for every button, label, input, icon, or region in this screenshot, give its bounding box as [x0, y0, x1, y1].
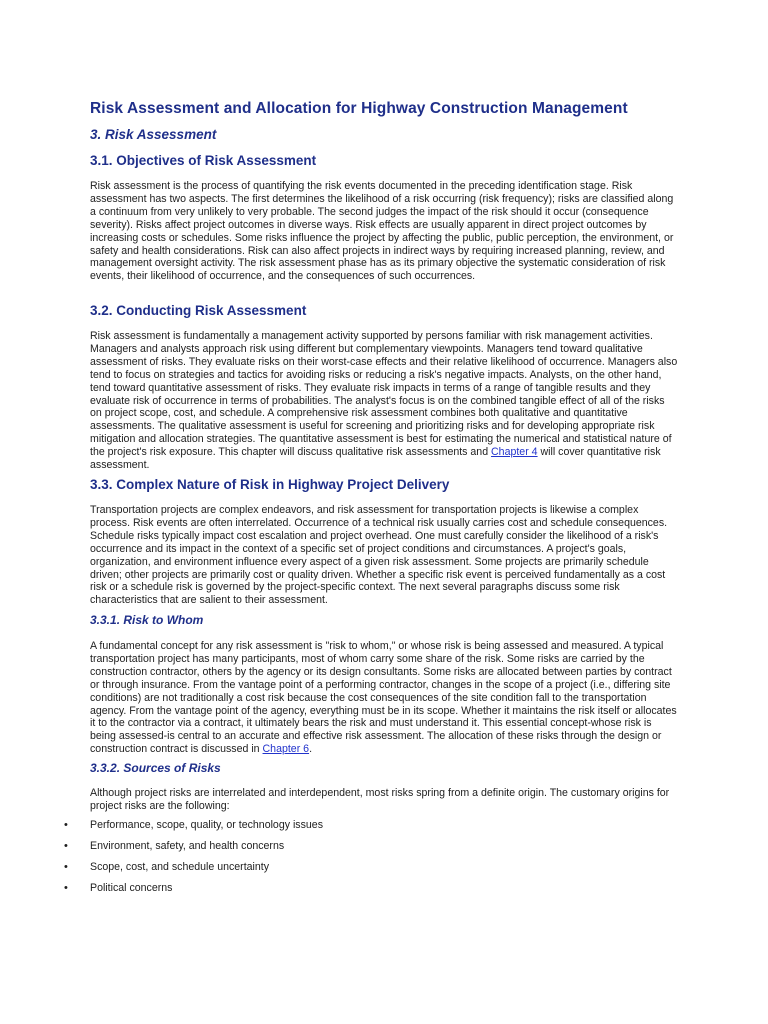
bullet-icon: • — [64, 882, 68, 894]
list-item-text: Political concerns — [90, 882, 173, 894]
section-heading-3-3: 3.3. Complex Nature of Risk in Highway Project Delivery — [90, 477, 450, 492]
list-item — [64, 860, 664, 881]
bullet-icon: • — [64, 819, 68, 831]
chapter-6-link[interactable]: Chapter 6 — [262, 743, 310, 756]
section-heading-3-3-1: 3.3.1. Risk to Whom — [90, 613, 204, 627]
section-heading-3-1: 3.1. Objectives of Risk Assessment — [90, 153, 317, 168]
paragraph-conducting-tail: will cover quantitative risk assessment. — [90, 446, 661, 472]
paragraph-complex-nature: Transportation projects are complex endeavors, and risk assessment for transportation projects is likewise a complex process. Risk events are often interrelated. Occurrence of a technical risk usually carries cost and schedule consequences. Schedule risks typically impact cost escalation and project overhead. One must carefully consider the likelihood of a risk's occurrence and its impact in the context of a specific set of project conditions and circumstances. A project's goals, organization, and environment influence every aspect of a given risk assessment. Some projects are primarily schedule driven; other projects are primarily cost or quality driven. Whether a specific risk event is perceived fundamentally as a cost risk or a schedule risk is governed by the project-specific context. The next several paragraphs discuss some risk characteristics that are salient to their assessment. — [90, 504, 668, 607]
risk-origins-list — [64, 818, 664, 902]
list-item-text: Environment, safety, and health concerns — [90, 840, 285, 852]
paragraph-risk-to-whom — [90, 640, 678, 756]
list-item — [64, 881, 664, 902]
bullet-icon: • — [64, 861, 68, 873]
section-heading-3: 3. Risk Assessment — [90, 127, 217, 142]
paragraph-sources: Although project risks are interrelated and interdependent, most risks spring from a definite origin. The customary origins for project risks are the following: — [90, 787, 670, 812]
list-item — [64, 839, 664, 860]
paragraph-risk-to-whom-text: A fundamental concept for any risk assessment is "risk to whom," or whose risk is being assessed and measured. A typical transportation project has many participants, most of whom carry some share of the risk. Some risks are carried by the construction contractor, others by the agency or its design consultants. Some risks are allocated between parties by contract or through insurance. From the vantage point of a performing contractor, changes in the scope of a project (i.e., differing site conditions) are not traditionally a cost risk because the cost consequences of the site condition fall to the transportation agency. From the vantage point of the agency, everything must be in its scope. Whether it maintains the risk itself or allocates it to the contractor via a contract, it ultimately bears the risk and must understand it. This essential concept-whose risk is being assessed-is central to an accurate and effective risk assessment. The allocation of these risks through the design or construction contract is discussed in — [90, 640, 677, 756]
paragraph-conducting — [90, 330, 678, 472]
list-item-text: Performance, scope, quality, or technology issues — [90, 819, 323, 831]
chapter-4-link[interactable]: Chapter 4 — [491, 446, 538, 459]
bullet-icon: • — [64, 840, 68, 852]
list-item — [64, 818, 664, 839]
section-heading-3-2: 3.2. Conducting Risk Assessment — [90, 303, 307, 318]
paragraph-objectives: Risk assessment is the process of quantifying the risk events documented in the preceding identification stage. Risk assessment has two aspects. The first determines the likelihood of a risk occurring (risk frequency); risks are classified along a continuum from very unlikely to very probable. The second judges the impact of the risk should it occur (consequence severity). Risks affect project outcomes in diverse ways. Risk effects are usually apparent in direct project outcomes by increasing costs or schedules. Some risks influence the project by affecting the public, public perception, the environment, or safety and health considerations. Risk can also affect projects in indirect ways by requiring increased planning, review, and management oversight activity. The risk assessment phase has as its primary objective the systematic consideration of risk events, their likelihood of occurrence, and the consequences of such occurrences. — [90, 180, 674, 283]
paragraph-conducting-text: Risk assessment is fundamentally a management activity supported by persons familiar with risk management activities. Managers and analysts approach risk using different but complementary viewpoints. Managers tend toward qualitative assessment of risks. They evaluate risks on their worst-case effects and their relative likelihood of occurrence. Managers also tend to focus on strategies and tactics for avoiding risks or reducing a risk's negative impacts. Analysts, on the other hand, tend toward quantitative assessment of risks. They evaluate risk impacts in terms of a range of tangible results and they evaluate risk of occurrence in terms of probabilities. The analyst's focus is on the combined tangible effect of all of the risks on project scope, cost, and schedule. A comprehensive risk assessment combines both qualitative and quantitative assessments. The qualitative assessment is useful for screening and prioritizing risks and for developing appropriate risk mitigation and allocation strategies. The quantitative assessment is best for estimating the numerical and statistical nature of the project's risk exposure. This chapter will discuss qualitative risk assessments and — [90, 330, 678, 459]
page-title: Risk Assessment and Allocation for Highway Construction Management — [90, 100, 628, 117]
list-item-text: Scope, cost, and schedule uncertainty — [90, 861, 270, 873]
section-heading-3-3-2: 3.3.2. Sources of Risks — [90, 761, 221, 775]
paragraph-risk-to-whom-tail: . — [309, 743, 313, 756]
